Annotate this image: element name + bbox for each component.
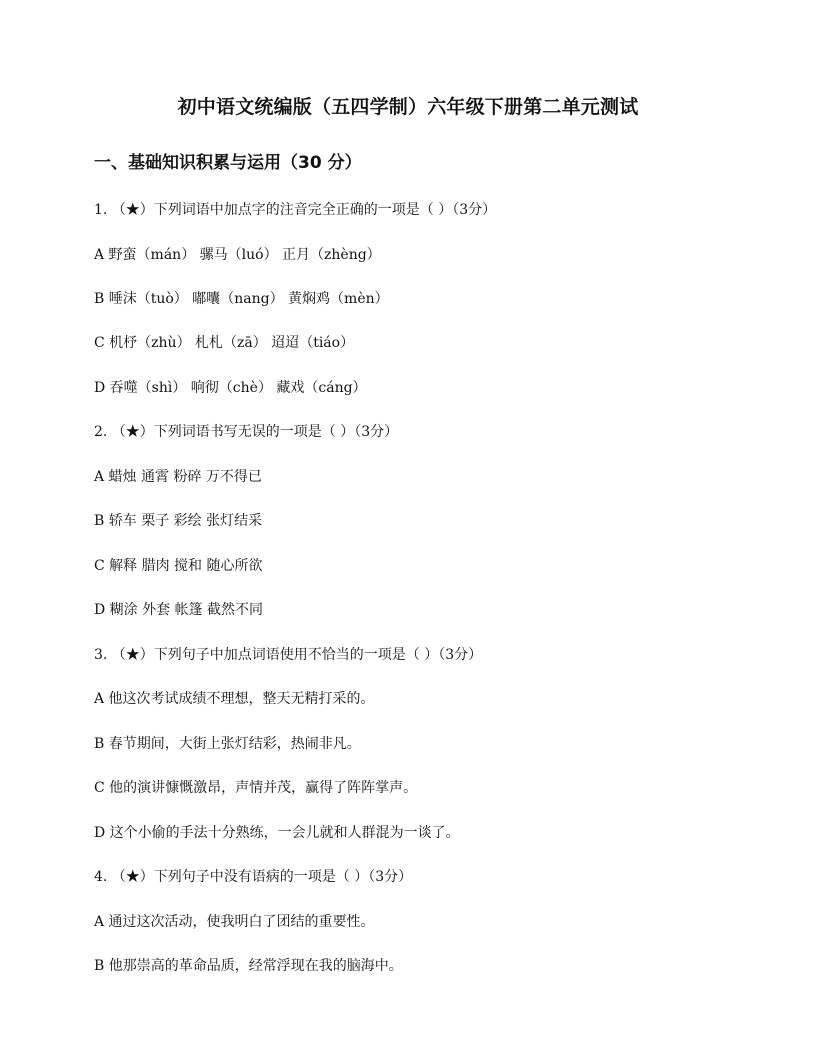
question-3-option-b: B 春节期间，大街上张灯结彩，热闹非凡。: [94, 736, 361, 752]
question-2-stem: 2. （★）下列词语书写无误的一项是（ ）（3分）: [94, 424, 399, 440]
question-1-option-c: C 机杼（zhù） 札札（zā） 迢迢（tiáo）: [94, 335, 355, 351]
question-2-option-c: C 解释 腊肉 搅和 随心所欲: [94, 558, 263, 574]
question-2-option-b: B 轿车 栗子 彩绘 张灯结采: [94, 513, 263, 529]
section-heading: 一、基础知识积累与运用（30 分）: [94, 153, 362, 173]
page-title: 初中语文统编版（五四学制）六年级下册第二单元测试: [177, 96, 639, 118]
question-4-option-b: B 他那崇高的革命品质，经常浮现在我的脑海中。: [94, 958, 403, 974]
question-4-option-a: A 通过这次活动，使我明白了团结的重要性。: [94, 914, 375, 930]
question-3-stem: 3. （★）下列句子中加点词语使用不恰当的一项是（ ）（3分）: [94, 647, 483, 663]
question-1-option-a: A 野蛮（mán） 骡马（luó） 正月（zhèng）: [94, 247, 381, 263]
question-3-option-c: C 他的演讲慷慨激昂，声情并茂，赢得了阵阵掌声。: [94, 780, 418, 796]
question-2-option-a: A 蜡烛 通霄 粉碎 万不得已: [94, 469, 262, 485]
question-1-option-d: D 吞噬（shì） 响彻（chè） 藏戏（cáng）: [94, 380, 367, 396]
question-1-stem: 1. （★）下列词语中加点字的注音完全正确的一项是（ ）（3分）: [94, 202, 497, 218]
question-1-option-b: B 唾沫（tuò） 嘟囔（nang） 黄焖鸡（mèn）: [94, 291, 389, 307]
question-3-option-d: D 这个小偷的手法十分熟练，一会儿就和人群混为一谈了。: [94, 825, 460, 841]
question-2-option-d: D 糊涂 外套 帐篷 截然不同: [94, 602, 264, 618]
question-4-stem: 4. （★）下列句子中没有语病的一项是（ ）（3分）: [94, 869, 413, 885]
question-3-option-a: A 他这次考试成绩不理想，整天无精打采的。: [94, 691, 375, 707]
